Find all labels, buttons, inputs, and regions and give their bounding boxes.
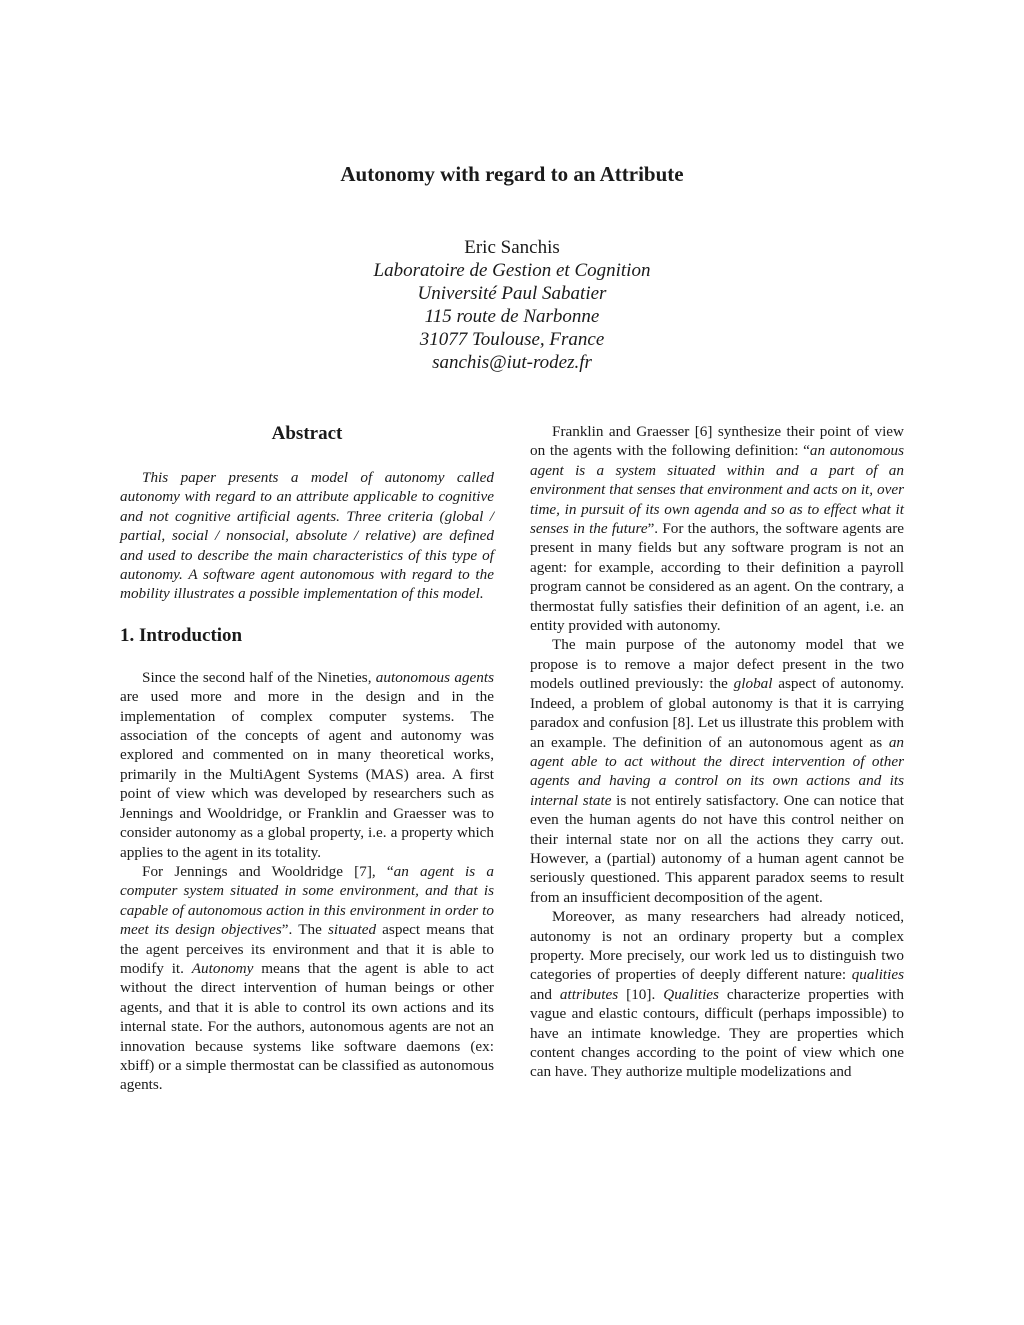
intro-p4-global: global xyxy=(733,675,773,693)
intro-p3-quote: an autonomous agent is a system situated within and a part of an environment that senses that environment and acts on it, over time, in pursuit of its own agenda and so as to effect what it senses in the future xyxy=(530,442,904,538)
author-city: 31077 Toulouse, France xyxy=(419,329,605,350)
left-column xyxy=(120,422,494,1095)
intro-p2-part-e: aspect means that the agent perceives its environment and that it is able to modify it. xyxy=(120,921,494,977)
intro-p2-autonomy: Autonomy xyxy=(191,959,254,977)
intro-p5-qualities: qualities xyxy=(851,966,904,984)
intro-p4-part-e: is not entirely satisfactory. One can notice that even the human agents do not have this control neither on their internal state nor on all the actions they carry out. However, a (partial) autonomy of a human agent cannot be seriously questioned. This apparent paradox seems to result from an insufficient decomposition of the agent. xyxy=(530,791,904,906)
author-block xyxy=(0,236,1024,374)
intro-paragraph-4 xyxy=(530,635,904,907)
intro-p2-situated: situated xyxy=(327,921,377,939)
author-email: sanchis@iut-rodez.fr xyxy=(432,352,592,373)
intro-p5-qualities-2: Qualities xyxy=(663,985,719,1003)
intro-p4-definition: an agent able to act without the direct intervention of other agents and having a control on its own actions and its internal state xyxy=(530,733,904,809)
intro-p3-part-a: Franklin and Graesser [6] synthesize their point of view on the agents with the following definition: “ xyxy=(530,423,904,460)
author-lab: Laboratoire de Gestion et Cognition xyxy=(373,260,651,281)
intro-paragraph-5 xyxy=(530,907,904,1082)
author-university: Université Paul Sabatier xyxy=(417,283,607,304)
abstract-text: This paper presents a model of autonomy called autonomy with regard to an attribute applicable to cognitive and not cognitive artificial agents. Three criteria (global / partial, social / nonsocial, absolute / relative) are defined and used to describe the main characteristics of this type of autonomy. A software agent autonomous with regard to the mobility illustrates a possible implementation of this model. xyxy=(120,469,494,603)
intro-paragraph-1 xyxy=(120,668,494,862)
intro-p5-part-c: and xyxy=(530,985,560,1003)
intro-p4-part-a: The main purpose of the autonomy model that we propose is to remove a major defect present in the two models outlined previously: the xyxy=(530,636,904,693)
author-street: 115 route de Narbonne xyxy=(424,306,600,327)
paper-title: Autonomy with regard to an Attribute xyxy=(340,162,684,186)
intro-p2-part-c: ”. The xyxy=(281,921,328,939)
intro-paragraph-2 xyxy=(120,862,494,1095)
intro-p2-quote: an agent is a computer system situated in some environment, and that is capable of autonomous action in this environment in order to meet its design objectives xyxy=(120,862,494,939)
intro-p5-part-g: characterize properties with vague and elastic contours, difficult (perhaps impossible) to have an intimate knowledge. They are properties which content changes according to the point of view which one can have. They authorize multiple modelizations and xyxy=(530,985,904,1081)
right-column xyxy=(530,422,904,1082)
intro-p1-emph: autonomous agents xyxy=(375,668,495,686)
author-name: Eric Sanchis xyxy=(464,237,560,258)
intro-p1-part-a: Since the second half of the Nineties, xyxy=(142,668,376,686)
introduction-heading: 1. Introduction xyxy=(120,624,243,646)
intro-p1-part-c: are used more and more in the design and in the implementation of complex computer systems. The association of the concepts of agent and autonomy was explored and commented on in many theoretical works, primarily in the MultiAgent Systems (MAS) area. A first point of view which was developed by researchers such as Jennings and Wooldridge, or Franklin and Graesser was to consider autonomy as a global property, i.e. a property which applies to the agent in its totality. xyxy=(120,688,494,861)
intro-p2-part-a: For Jennings and Wooldridge [7], “ xyxy=(142,862,394,880)
intro-p5-part-e: [10]. xyxy=(618,985,664,1003)
intro-p3-part-c: ”. For the authors, the software agents are present in many fields but any software program is not an agent: for example, according to their definition a payroll program cannot be considered as an agent. On the contrary, a thermostat fully satisfies their definition of an agent, i.e. an entity provided with autonomy. xyxy=(530,520,904,635)
intro-p2-part-g: means that the agent is able to act without the direct intervention of human beings or other agents, and that it is able to control its own actions and its internal state. For the authors, autonomous agents are not an innovation because systems like software daemons (ex: xbiff) or a simple thermostat can be classified as autonomous agents. xyxy=(120,959,494,1094)
intro-p4-part-c: aspect of autonomy. Indeed, a problem of global autonomy is that it is carrying paradox and confusion [8]. Let us illustrate this problem with an example. The definition of an autonomous agent as xyxy=(530,675,904,751)
intro-p5-attributes: attributes xyxy=(559,985,619,1003)
intro-p5-part-a: Moreover, as many researchers had already noticed, autonomy is not an ordinary property but a complex property. More precisely, our work led us to distinguish two categories of properties of deeply different nature: xyxy=(530,908,904,984)
intro-paragraph-3 xyxy=(530,422,904,635)
abstract-heading: Abstract xyxy=(271,423,343,444)
